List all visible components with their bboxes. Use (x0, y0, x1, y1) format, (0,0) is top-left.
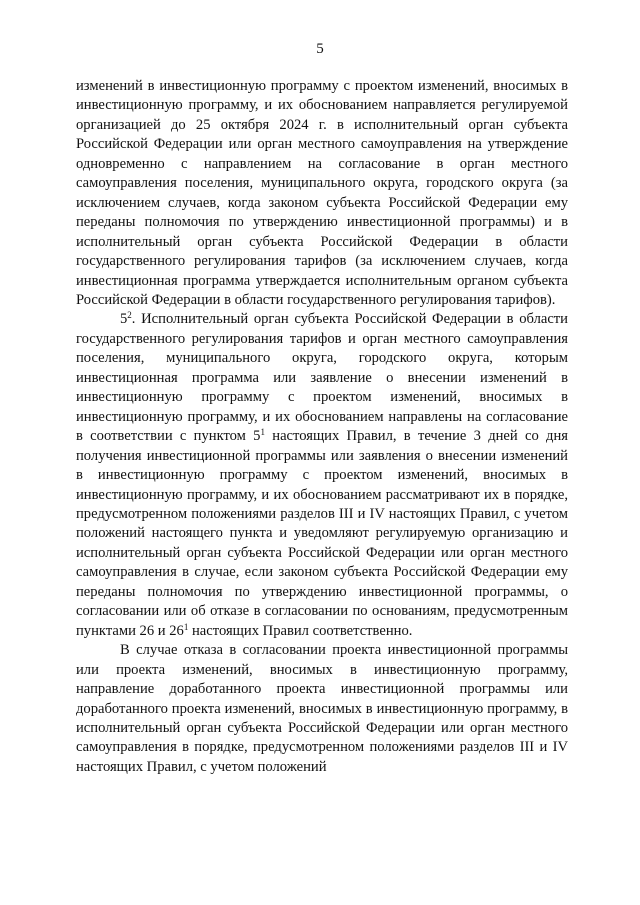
paragraph-text: настоящих Правил, в течение 3 дней со дня получения инвестиционной программы или заявления о внесении изменений в инвестиционную программу с проектом изменений, вносимых в инвестиционную программу, и их обоснованием рассматривают их в порядке, предусмотренном положениями разделов III и IV настоящих Правил, с учетом положений настоящего пункта и уведомляют регулируемую организацию и исполнительный орган субъекта Российской Федерации или орган местного самоуправления в случае, если законом субъекта Российской Федерации ему переданы полномочия по утверждению инвестиционной программы, о согласовании или об отказе в согласовании по основаниям, предусмотренным пунктами 26 и 26 (76, 428, 568, 639)
page-number: 5 (316, 41, 324, 57)
paragraph-2-clause-5-2 (76, 310, 568, 641)
reference-superscript: 1 (183, 621, 189, 632)
paragraph-text: . Исполнительный орган субъекта Российской Федерации в области государственного регулирования тарифов и орган местного самоуправления поселения, муниципального округа, городского округа, которым инвестиционная программа или заявление о внесении изменений в инвестиционную программу с проектом изменений, вносимых в инвестиционную программу, и их обоснованием направлены на согласование в соответствии с пунктом 5 (76, 311, 568, 445)
paragraph-text: настоящих Правил соответственно. (188, 622, 413, 639)
paragraph-3: В случае отказа в согласовании проекта инвестиционной программы или проекта изменений, вносимых в инвестиционную программу, направление доработанного проекта инвестиционной программы или доработанного проекта изменений, вносимых в инвестиционную программу, в исполнительный орган субъекта Российской Федерации или орган местного самоуправления в порядке, предусмотренном положениями разделов III и IV настоящих Правил, с учетом положений (76, 642, 568, 775)
paragraph-1: изменений в инвестиционную программу с проектом изменений, вносимых в инвестиционную программу, и их обоснованием направляется регулируемой организацией до 25 октября 2024 г. в исполнительный орган субъекта Российской Федерации или орган местного самоуправления на утверждение одновременно с направлением на согласование в орган местного самоуправления поселения, муниципального округа, городского округа (за исключением случаев, когда законом субъекта Российской Федерации ему переданы полномочия по утверждению инвестиционной программы) и в исполнительный орган субъекта Российской Федерации в области государственного регулирования тарифов (за исключением случаев, когда инвестиционная программа утверждается исполнительным органом субъекта Российской Федерации в области государственного регулирования тарифов). (76, 78, 568, 308)
clause-number: 5 (120, 311, 128, 328)
document-body (76, 77, 568, 777)
reference-superscript: 1 (260, 427, 265, 438)
clause-superscript: 2 (127, 310, 132, 321)
